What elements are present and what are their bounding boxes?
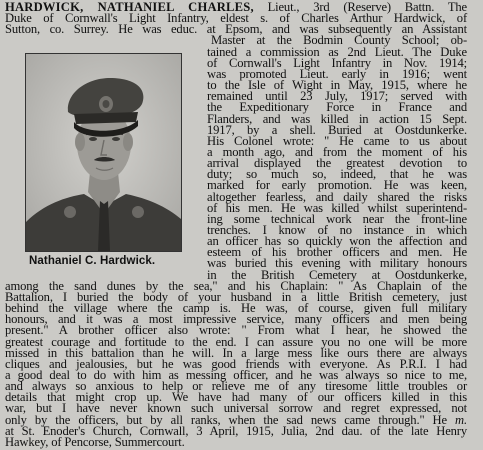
text-line: details that might crop up. We have had many of our officers killed in this: [5, 390, 467, 405]
text-line: the Expeditionary Force in France and: [207, 100, 467, 115]
text-line: and always so anxious to help or relieve me of any tiresome little troubles or: [5, 379, 467, 394]
text-line: Sutton, co. Surrey. He was educ. at Epsom, and was subsequently an Assistant: [5, 22, 467, 37]
text-line: war, but I have never known such universal sorrow and regret expressed, not: [5, 401, 467, 416]
portrait-photo: [25, 53, 182, 252]
text-line: cliques and jealousies, but he was good friends with everyone. As P.R.I. I had: [5, 356, 467, 371]
text-line: altogether fearless, and daily shared the risks: [207, 189, 467, 204]
text-line: marked for early promotion. He was keen,: [207, 178, 467, 193]
text-line: a good deal to do with him as messing officer, and he was always so nice to me,: [5, 367, 467, 382]
portrait-illustration: [26, 54, 181, 251]
entry-name: HARDWICK, NATHANIEL CHARLES,: [5, 0, 254, 14]
text-line: missed in this battalion than he will. In a large mess like ours there are always: [5, 345, 467, 360]
text-line: at St. Enoder's Church, Cornwall, 3 April, 1915, Julia, 2nd dau. of the late Henry: [5, 423, 467, 438]
married-abbrev: m.: [446, 412, 467, 427]
text-line: Duke of Cornwall's Light Infantry, eldest s. of Charles Arthur Hardwick, of: [5, 11, 467, 26]
text-line: behind the village where the camp is. He was, of course, given full military: [5, 301, 467, 316]
text-line: ing some technical work near the front-line: [207, 211, 467, 226]
text-line: present." A brother officer also wrote: " From what I hear, he showed the: [5, 323, 467, 338]
text-line: Battalion, I buried the body of your husband in a little British cemetery, just: [5, 289, 467, 304]
text-line: remained until 23 July, 1917; served with: [207, 89, 467, 104]
text-line: Flanders, and was killed in action 15 Sept.: [207, 111, 467, 126]
text-line: among the sand dunes by the sea," and his Chaplain: " As Chaplain of the: [5, 278, 467, 293]
text-line: to the Isle of Wight in May, 1915, where he: [207, 78, 467, 93]
text-line: tained a commission as 2nd Lieut. The Duke: [207, 44, 467, 59]
text-line: trenches. I know of no instance in which: [207, 223, 467, 237]
text-line: His Colonel wrote: " He came to us about: [207, 133, 467, 148]
text-line: duty; so much so, indeed, that he was: [207, 167, 467, 182]
text-line: Hawkey, of Pencorse, Summercourt.: [5, 434, 185, 449]
text-line: esteem of his brother officers and men. He: [207, 245, 467, 260]
text-line: was promoted Lieut. early in 1916; went: [207, 66, 467, 81]
text-line: only by the officers, but by all ranks, when the sad news came through." He m.: [5, 412, 467, 427]
photo-caption: Nathaniel C. Hardwick.: [29, 255, 156, 267]
text-line: an officer has so quickly won the affection and: [207, 234, 467, 249]
text-line: in the British Cemetery at Oostdunkerke,: [207, 267, 467, 282]
text-line: 1917, by a shell. Buried at Oostdunkerke.: [207, 122, 467, 137]
entry-rank: Lieut., 3rd (Reserve) Battn. The: [253, 0, 467, 14]
text-line: of his men. He was killed whilst superintend-: [207, 200, 467, 215]
text-line: was buried this evening with military honours: [207, 256, 467, 271]
text-line: arrival displayed the greatest devotion to: [207, 156, 467, 171]
text-line: of Cornwall's Light Infantry in Nov. 1914;: [207, 55, 467, 70]
text-line: honours, and it was a most impressive service, many officers and men being: [5, 312, 467, 327]
text-line: Master at the Bodmin County School; ob-: [211, 33, 467, 48]
text-line: greatest courage and fortitude to the end. I can assure you no one will be more: [5, 334, 467, 349]
text-line: a month ago, and from the moment of his: [207, 144, 467, 159]
